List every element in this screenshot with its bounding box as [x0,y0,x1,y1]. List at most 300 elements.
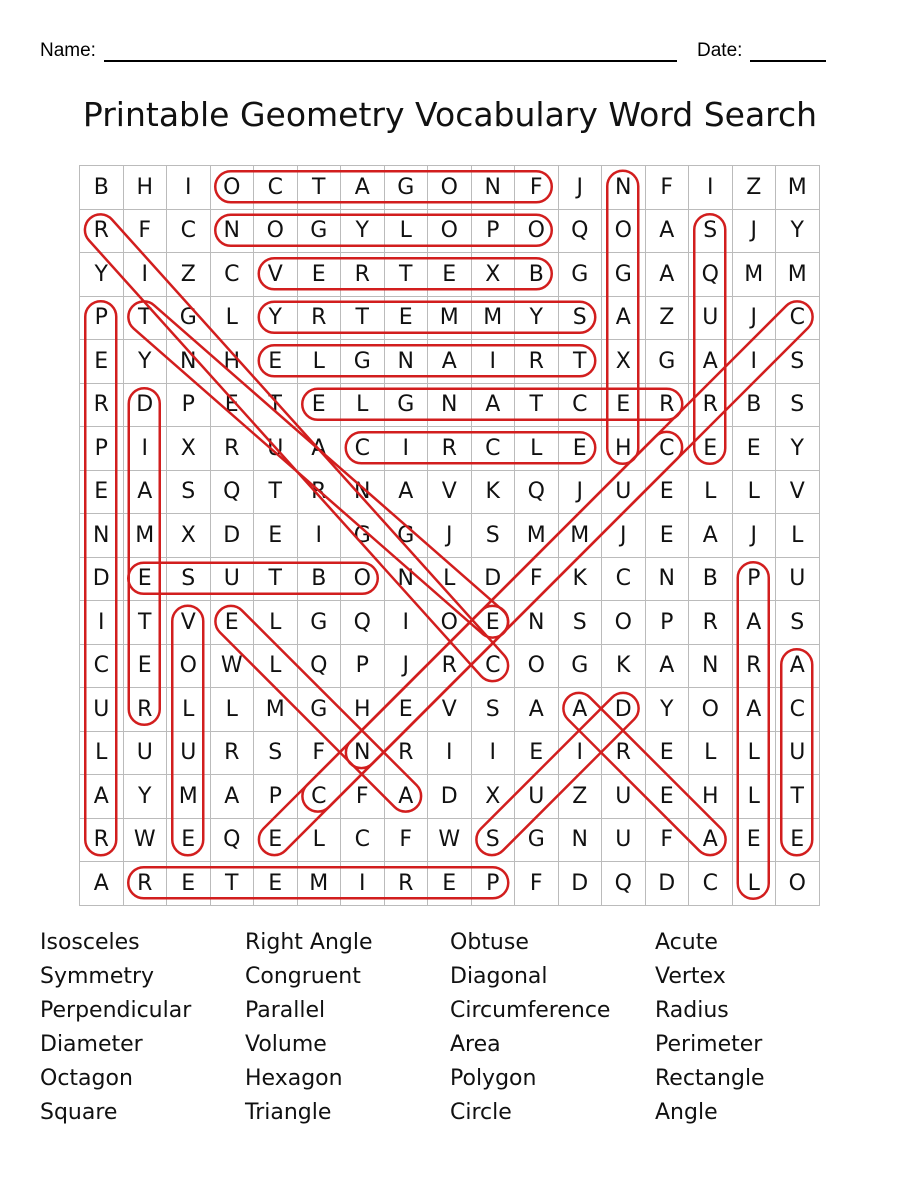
grid-cell[interactable]: D [646,862,690,906]
grid-cell[interactable]: F [385,819,429,863]
grid-cell[interactable]: O [167,645,211,689]
grid-cell[interactable]: D [602,688,646,732]
grid-cell[interactable]: Y [776,210,820,254]
grid-cell[interactable]: R [689,384,733,428]
grid-cell[interactable]: S [254,732,298,776]
grid-cell[interactable]: L [211,688,255,732]
grid-cell[interactable]: O [689,688,733,732]
grid-cell[interactable]: U [167,732,211,776]
grid-cell[interactable]: W [124,819,168,863]
grid-cell[interactable]: D [428,775,472,819]
grid-cell[interactable]: R [124,688,168,732]
grid-cell[interactable]: A [646,645,690,689]
grid-cell[interactable]: Q [298,645,342,689]
grid-cell[interactable]: P [341,645,385,689]
grid-cell[interactable]: T [211,862,255,906]
grid-cell[interactable]: P [472,862,516,906]
grid-cell[interactable]: J [733,297,777,341]
grid-cell[interactable]: A [385,775,429,819]
grid-cell[interactable]: E [298,384,342,428]
grid-cell[interactable]: C [341,427,385,471]
grid-cell[interactable]: R [515,340,559,384]
grid-cell[interactable]: C [776,688,820,732]
grid-cell[interactable]: E [646,775,690,819]
grid-cell[interactable]: P [80,427,124,471]
grid-cell[interactable]: N [80,514,124,558]
grid-cell[interactable]: L [385,210,429,254]
grid-cell[interactable]: P [80,297,124,341]
grid-cell[interactable]: A [80,862,124,906]
grid-cell[interactable]: C [167,210,211,254]
grid-cell[interactable]: E [254,340,298,384]
grid-cell[interactable]: L [733,862,777,906]
grid-cell[interactable]: M [515,514,559,558]
grid-cell[interactable]: F [298,732,342,776]
grid-cell[interactable]: G [559,253,603,297]
grid-cell[interactable]: S [776,384,820,428]
grid-cell[interactable]: A [733,601,777,645]
grid-cell[interactable]: A [733,688,777,732]
grid-cell[interactable]: R [211,427,255,471]
grid-cell[interactable]: J [559,166,603,210]
grid-cell[interactable]: D [124,384,168,428]
grid-cell[interactable]: D [472,558,516,602]
grid-cell[interactable]: P [167,384,211,428]
grid-cell[interactable]: I [472,340,516,384]
grid-cell[interactable]: S [776,601,820,645]
grid-cell[interactable]: Z [167,253,211,297]
grid-cell[interactable]: Y [646,688,690,732]
grid-cell[interactable]: A [80,775,124,819]
grid-cell[interactable]: S [776,340,820,384]
grid-cell[interactable]: A [124,471,168,515]
grid-cell[interactable]: T [254,558,298,602]
grid-cell[interactable]: L [80,732,124,776]
grid-cell[interactable]: F [341,775,385,819]
grid-cell[interactable]: X [472,775,516,819]
grid-cell[interactable]: R [602,732,646,776]
grid-cell[interactable]: E [124,558,168,602]
grid-cell[interactable]: G [298,601,342,645]
grid-cell[interactable]: E [124,645,168,689]
grid-cell[interactable]: L [515,427,559,471]
grid-cell[interactable]: I [124,253,168,297]
grid-cell[interactable]: A [472,384,516,428]
grid-cell[interactable]: E [646,514,690,558]
grid-cell[interactable]: T [124,297,168,341]
grid-cell[interactable]: U [602,471,646,515]
grid-cell[interactable]: S [472,514,516,558]
grid-cell[interactable]: B [298,558,342,602]
grid-cell[interactable]: P [254,775,298,819]
grid-cell[interactable]: R [80,819,124,863]
grid-cell[interactable]: E [211,384,255,428]
grid-cell[interactable]: N [472,166,516,210]
grid-cell[interactable]: F [646,166,690,210]
grid-cell[interactable]: Y [124,775,168,819]
grid-cell[interactable]: G [298,210,342,254]
grid-cell[interactable]: E [733,819,777,863]
grid-cell[interactable]: E [428,253,472,297]
grid-cell[interactable]: Q [689,253,733,297]
grid-cell[interactable]: L [254,645,298,689]
grid-cell[interactable]: Y [776,427,820,471]
grid-cell[interactable]: V [254,253,298,297]
grid-cell[interactable]: I [733,340,777,384]
grid-cell[interactable]: I [341,862,385,906]
grid-cell[interactable]: G [385,514,429,558]
grid-cell[interactable]: A [515,688,559,732]
grid-cell[interactable]: A [646,253,690,297]
grid-cell[interactable]: G [385,166,429,210]
grid-cell[interactable]: A [559,688,603,732]
grid-cell[interactable]: K [602,645,646,689]
grid-cell[interactable]: U [254,427,298,471]
grid-cell[interactable]: I [472,732,516,776]
grid-cell[interactable]: B [733,384,777,428]
grid-cell[interactable]: O [515,645,559,689]
grid-cell[interactable]: E [646,732,690,776]
grid-cell[interactable]: A [602,297,646,341]
grid-cell[interactable]: T [776,775,820,819]
grid-cell[interactable]: O [602,601,646,645]
grid-cell[interactable]: V [776,471,820,515]
grid-cell[interactable]: J [602,514,646,558]
grid-cell[interactable]: R [689,601,733,645]
grid-cell[interactable]: T [254,471,298,515]
grid-cell[interactable]: C [211,253,255,297]
grid-cell[interactable]: D [211,514,255,558]
grid-cell[interactable]: L [167,688,211,732]
grid-cell[interactable]: T [341,297,385,341]
grid-cell[interactable]: A [776,645,820,689]
grid-cell[interactable]: T [298,166,342,210]
grid-cell[interactable]: N [385,558,429,602]
grid-cell[interactable]: A [689,819,733,863]
grid-cell[interactable]: O [254,210,298,254]
grid-cell[interactable]: H [124,166,168,210]
grid-cell[interactable]: A [689,340,733,384]
grid-cell[interactable]: C [646,427,690,471]
grid-cell[interactable]: A [211,775,255,819]
grid-cell[interactable]: N [341,471,385,515]
grid-cell[interactable]: G [167,297,211,341]
grid-cell[interactable]: Z [733,166,777,210]
grid-cell[interactable]: U [515,775,559,819]
grid-cell[interactable]: I [428,732,472,776]
grid-cell[interactable]: R [80,384,124,428]
grid-cell[interactable]: E [689,427,733,471]
grid-cell[interactable]: R [298,297,342,341]
grid-cell[interactable]: R [428,645,472,689]
grid-cell[interactable]: R [341,253,385,297]
grid-cell[interactable]: I [385,427,429,471]
grid-cell[interactable]: E [385,297,429,341]
grid-cell[interactable]: R [385,732,429,776]
grid-cell[interactable]: Z [559,775,603,819]
grid-cell[interactable]: C [472,427,516,471]
date-field[interactable] [750,60,826,62]
grid-cell[interactable]: E [167,862,211,906]
grid-cell[interactable]: E [472,601,516,645]
word-list-item: Congruent [245,964,361,989]
grid-cell[interactable]: G [646,340,690,384]
grid-cell[interactable]: S [559,601,603,645]
grid-cell[interactable]: N [559,819,603,863]
grid-cell[interactable]: R [298,471,342,515]
grid-cell[interactable]: J [385,645,429,689]
grid-cell[interactable]: B [515,253,559,297]
grid-cell[interactable]: T [559,340,603,384]
grid-cell[interactable]: O [428,601,472,645]
grid-cell[interactable]: R [385,862,429,906]
word-list-item: Acute [655,930,718,955]
grid-cell[interactable]: Q [211,471,255,515]
grid-cell[interactable]: L [689,732,733,776]
grid-cell[interactable]: F [124,210,168,254]
grid-cell[interactable]: P [472,210,516,254]
grid-cell[interactable]: E [733,427,777,471]
grid-cell[interactable]: E [254,862,298,906]
grid-cell[interactable]: R [80,210,124,254]
grid-cell[interactable]: R [124,862,168,906]
grid-cell[interactable]: F [515,862,559,906]
grid-cell[interactable]: T [515,384,559,428]
grid-cell[interactable]: E [602,384,646,428]
grid-cell[interactable]: L [254,601,298,645]
grid-cell[interactable]: C [689,862,733,906]
grid-cell[interactable]: L [341,384,385,428]
grid-cell[interactable]: N [602,166,646,210]
grid-cell[interactable]: G [385,384,429,428]
grid-cell[interactable]: V [428,471,472,515]
grid-cell[interactable]: Q [515,471,559,515]
grid-cell[interactable]: O [211,166,255,210]
grid-cell[interactable]: D [559,862,603,906]
grid-cell[interactable]: W [428,819,472,863]
grid-cell[interactable]: E [646,471,690,515]
grid-cell[interactable]: X [472,253,516,297]
grid-cell[interactable]: Y [254,297,298,341]
grid-cell[interactable]: H [689,775,733,819]
grid-cell[interactable]: M [559,514,603,558]
grid-cell[interactable]: F [515,558,559,602]
grid-cell[interactable]: B [689,558,733,602]
word-list-item: Right Angle [245,930,373,955]
grid-cell[interactable]: Q [211,819,255,863]
grid-cell[interactable]: P [733,558,777,602]
grid-cell[interactable]: N [211,210,255,254]
grid-cell[interactable]: Y [80,253,124,297]
grid-cell[interactable]: E [515,732,559,776]
grid-cell[interactable]: I [167,166,211,210]
grid-cell[interactable]: J [559,471,603,515]
grid-cell[interactable]: Z [646,297,690,341]
grid-cell[interactable]: G [341,340,385,384]
grid-cell[interactable]: E [776,819,820,863]
grid-cell[interactable]: E [167,819,211,863]
grid-cell[interactable]: G [341,514,385,558]
grid-cell[interactable]: M [733,253,777,297]
grid-cell[interactable]: G [559,645,603,689]
grid-cell[interactable]: C [341,819,385,863]
grid-cell[interactable]: J [733,210,777,254]
grid-cell[interactable]: L [298,340,342,384]
grid-cell[interactable]: I [689,166,733,210]
grid-cell[interactable]: L [776,514,820,558]
page-title: Printable Geometry Vocabulary Word Search [82,95,818,134]
grid-cell[interactable]: U [602,775,646,819]
grid-cell[interactable]: L [298,819,342,863]
grid-cell[interactable]: E [80,340,124,384]
grid-cell[interactable]: X [167,514,211,558]
grid-cell[interactable]: H [602,427,646,471]
grid-cell[interactable]: U [211,558,255,602]
grid-cell[interactable]: S [472,819,516,863]
grid-cell[interactable]: A [646,210,690,254]
grid-cell[interactable]: M [254,688,298,732]
grid-cell[interactable]: L [211,297,255,341]
grid-cell[interactable]: U [776,732,820,776]
grid-cell[interactable]: I [385,601,429,645]
grid-cell[interactable]: B [80,166,124,210]
grid-cell[interactable]: M [124,514,168,558]
grid-cell[interactable]: Y [515,297,559,341]
word-list-item: Parallel [245,998,326,1023]
grid-cell[interactable]: N [646,558,690,602]
grid-cell[interactable]: E [298,253,342,297]
grid-cell[interactable]: O [428,166,472,210]
grid-cell[interactable]: G [298,688,342,732]
grid-cell[interactable]: R [646,384,690,428]
grid-cell[interactable]: M [167,775,211,819]
grid-cell[interactable]: Y [341,210,385,254]
grid-cell[interactable]: W [211,645,255,689]
grid-cell[interactable]: E [385,688,429,732]
grid-cell[interactable]: M [298,862,342,906]
grid-cell[interactable]: S [689,210,733,254]
grid-cell[interactable]: I [559,732,603,776]
grid-cell[interactable]: N [341,732,385,776]
grid-cell[interactable]: O [515,210,559,254]
grid-cell[interactable]: U [80,688,124,732]
grid-cell[interactable]: A [689,514,733,558]
grid-cell[interactable]: N [385,340,429,384]
grid-cell[interactable]: V [167,601,211,645]
grid-cell[interactable]: C [776,297,820,341]
grid-cell[interactable]: A [428,340,472,384]
grid-cell[interactable]: E [254,514,298,558]
grid-cell[interactable]: I [80,601,124,645]
grid-cell[interactable]: E [254,819,298,863]
grid-cell[interactable]: Q [602,862,646,906]
grid-cell[interactable]: U [689,297,733,341]
grid-cell[interactable]: E [211,601,255,645]
grid-cell[interactable]: C [254,166,298,210]
grid-cell[interactable]: F [515,166,559,210]
grid-cell[interactable]: O [341,558,385,602]
grid-cell[interactable]: G [602,253,646,297]
grid-cell[interactable]: I [124,427,168,471]
grid-cell[interactable]: M [428,297,472,341]
grid-cell[interactable]: C [298,775,342,819]
grid-cell[interactable]: D [80,558,124,602]
grid-cell[interactable]: N [167,340,211,384]
grid-cell[interactable]: L [689,471,733,515]
grid-cell[interactable]: L [733,775,777,819]
word-list-item: Hexagon [245,1066,343,1091]
grid-cell[interactable]: K [472,471,516,515]
grid-cell[interactable]: E [80,471,124,515]
grid-cell[interactable]: J [428,514,472,558]
grid-cell[interactable]: A [298,427,342,471]
grid-cell[interactable]: S [559,297,603,341]
grid-cell[interactable]: R [211,732,255,776]
grid-cell[interactable]: I [298,514,342,558]
grid-cell[interactable]: S [167,558,211,602]
grid-cell[interactable]: P [646,601,690,645]
grid-cell[interactable]: L [733,732,777,776]
grid-cell[interactable]: X [167,427,211,471]
grid-cell[interactable]: C [602,558,646,602]
grid-cell[interactable]: H [211,340,255,384]
grid-cell[interactable]: J [733,514,777,558]
grid-cell[interactable]: L [428,558,472,602]
grid-cell[interactable]: K [559,558,603,602]
grid-cell[interactable]: C [80,645,124,689]
grid-cell[interactable]: U [602,819,646,863]
grid-cell[interactable]: H [341,688,385,732]
grid-cell[interactable]: L [733,471,777,515]
grid-cell[interactable]: N [515,601,559,645]
grid-cell[interactable]: T [254,384,298,428]
grid-cell[interactable]: S [167,471,211,515]
grid-cell[interactable]: Q [341,601,385,645]
grid-cell[interactable]: A [341,166,385,210]
word-list-item: Diameter [40,1032,143,1057]
grid-cell[interactable]: M [776,253,820,297]
grid-cell[interactable]: X [602,340,646,384]
grid-cell[interactable]: S [472,688,516,732]
grid-cell[interactable]: E [428,862,472,906]
grid-cell[interactable]: N [428,384,472,428]
grid-cell[interactable]: G [515,819,559,863]
grid-cell[interactable]: M [472,297,516,341]
grid-cell[interactable]: R [733,645,777,689]
grid-cell[interactable]: T [124,601,168,645]
grid-cell[interactable]: U [124,732,168,776]
grid-cell[interactable]: O [428,210,472,254]
word-list-item: Symmetry [40,964,155,989]
grid-cell[interactable]: O [776,862,820,906]
grid-cell[interactable]: R [428,427,472,471]
grid-cell[interactable]: U [776,558,820,602]
grid-cell[interactable]: N [689,645,733,689]
grid-cell[interactable]: M [776,166,820,210]
word-list [40,928,860,1132]
grid-cell[interactable]: C [559,384,603,428]
grid-cell[interactable]: A [385,471,429,515]
grid-cell[interactable]: Q [559,210,603,254]
grid-cell[interactable]: O [602,210,646,254]
name-field[interactable] [104,60,677,62]
grid-cell[interactable]: V [428,688,472,732]
grid-cell[interactable]: T [385,253,429,297]
grid-cell[interactable]: Y [124,340,168,384]
grid-cell[interactable]: F [646,819,690,863]
grid-cell[interactable]: E [559,427,603,471]
grid-cell[interactable]: C [472,645,516,689]
